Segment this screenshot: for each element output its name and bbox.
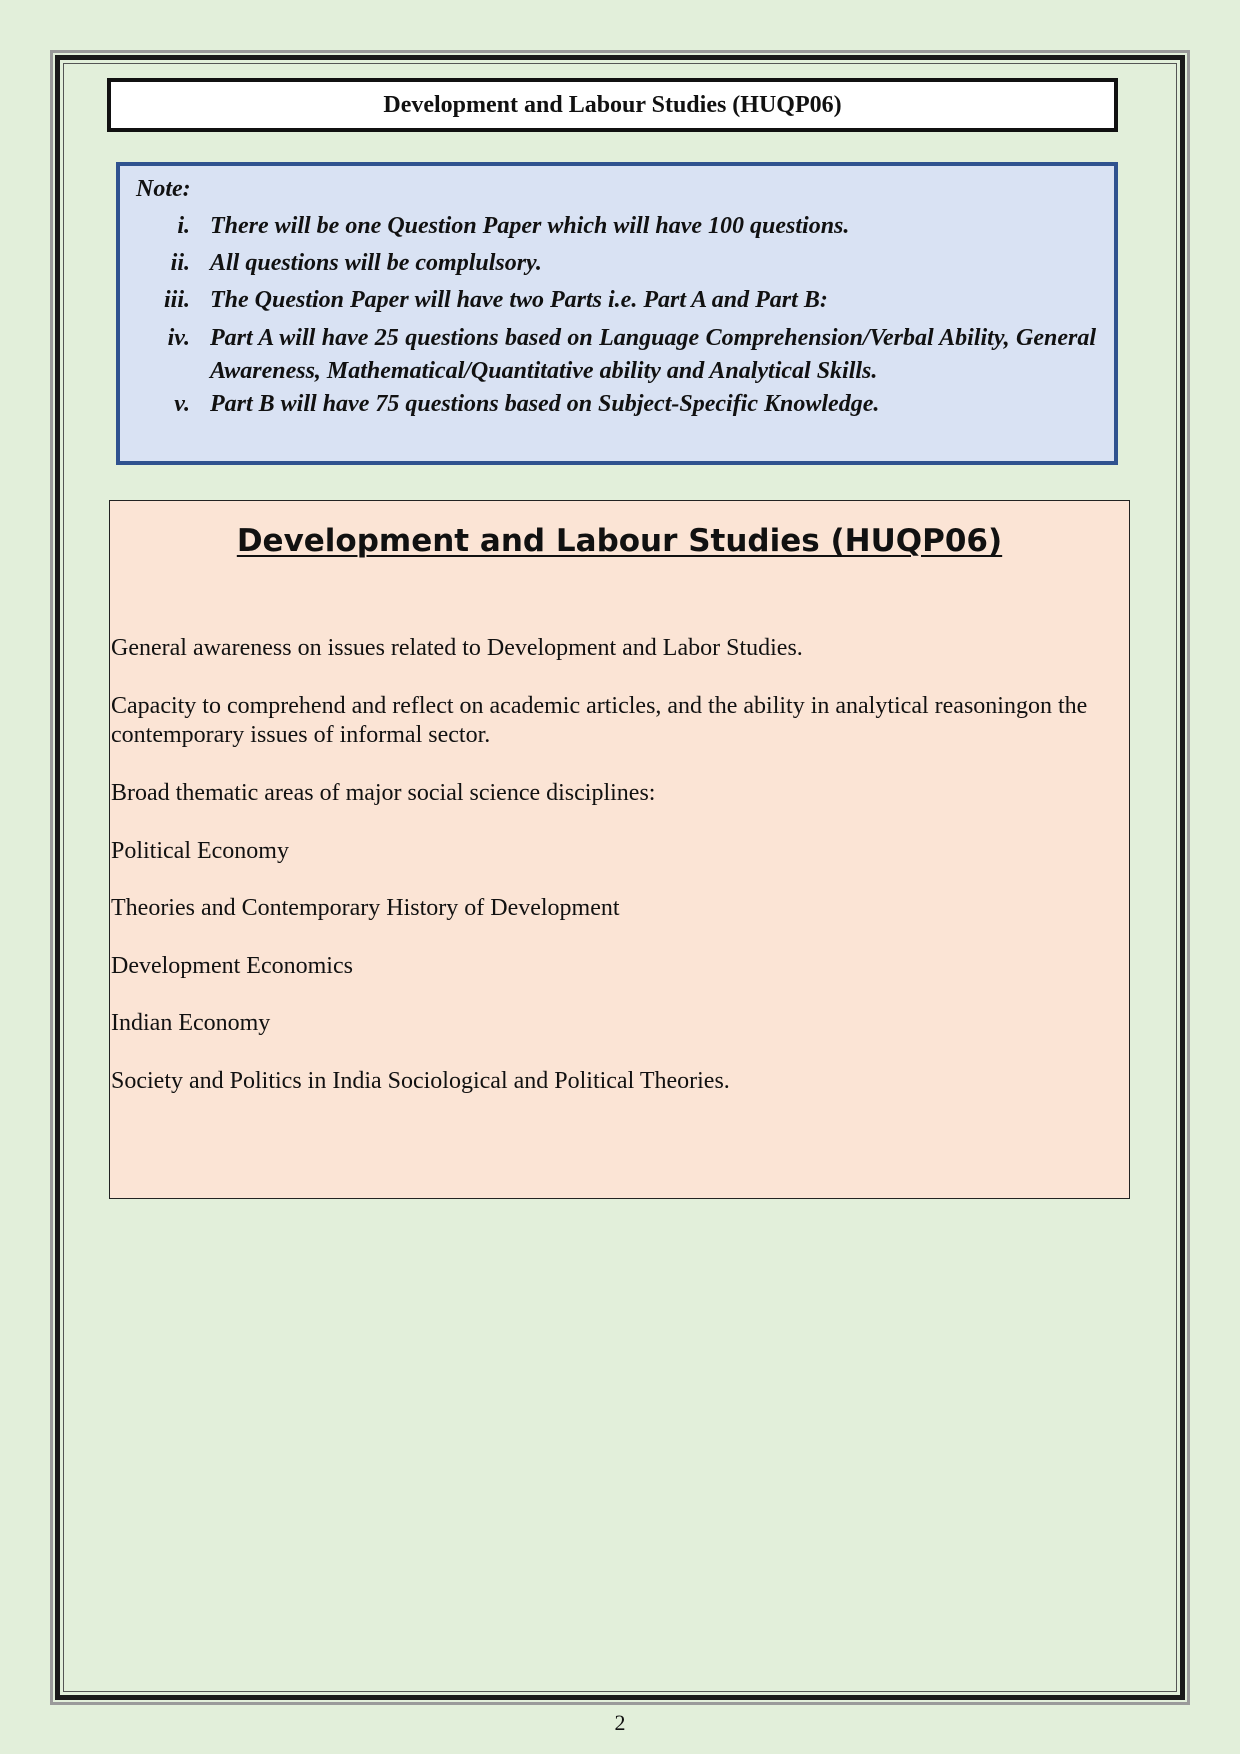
syllabus-list-item: Political Economy	[111, 838, 289, 864]
note-item-number: v.	[174, 391, 190, 417]
page-number: 2	[614, 1710, 626, 1735]
note-item-text: All questions will be complulsory.	[210, 250, 542, 276]
syllabus-box	[109, 500, 1130, 1199]
note-box	[116, 162, 1118, 465]
syllabus-list-item: Theories and Contemporary History of Development	[111, 895, 620, 921]
note-item-number: iv.	[167, 325, 190, 351]
note-item-text: The Question Paper will have two Parts i.e. Part A and Part B:	[210, 287, 828, 313]
note-item-number: iii.	[163, 287, 190, 313]
syllabus-list-item: Indian Economy	[111, 1010, 271, 1036]
syllabus-paragraph: Capacity to comprehend and reflect on academic articles, and the ability in analytical reasoningon the contemporary issues of informal sector.	[111, 693, 1088, 748]
syllabus-list-item: Society and Politics in India Sociological and Political Theories.	[111, 1068, 730, 1094]
syllabus-paragraph: General awareness on issues related to Development and Labor Studies.	[111, 635, 803, 661]
syllabus-list-item: Development Economics	[111, 953, 353, 979]
note-item-text: There will be one Question Paper which will have 100 questions.	[210, 213, 850, 239]
note-label: Note:	[136, 176, 191, 202]
note-item-number: ii.	[170, 250, 190, 276]
header-title-box	[107, 78, 1118, 132]
syllabus-title: Development and Labour Studies (HUQP06)	[236, 523, 1003, 559]
note-item-text: Part A will have 25 questions based on Language Comprehension/Verbal Ability, General Awareness, Mathematical/Quantitative ability and Analytical Skills.	[210, 325, 1096, 384]
header-title: Development and Labour Studies (HUQP06)	[383, 91, 842, 118]
syllabus-paragraph: Broad thematic areas of major social science disciplines:	[111, 780, 656, 806]
note-item-number: i.	[177, 213, 190, 239]
note-item-text: Part B will have 75 questions based on Subject-Specific Knowledge.	[210, 391, 880, 417]
